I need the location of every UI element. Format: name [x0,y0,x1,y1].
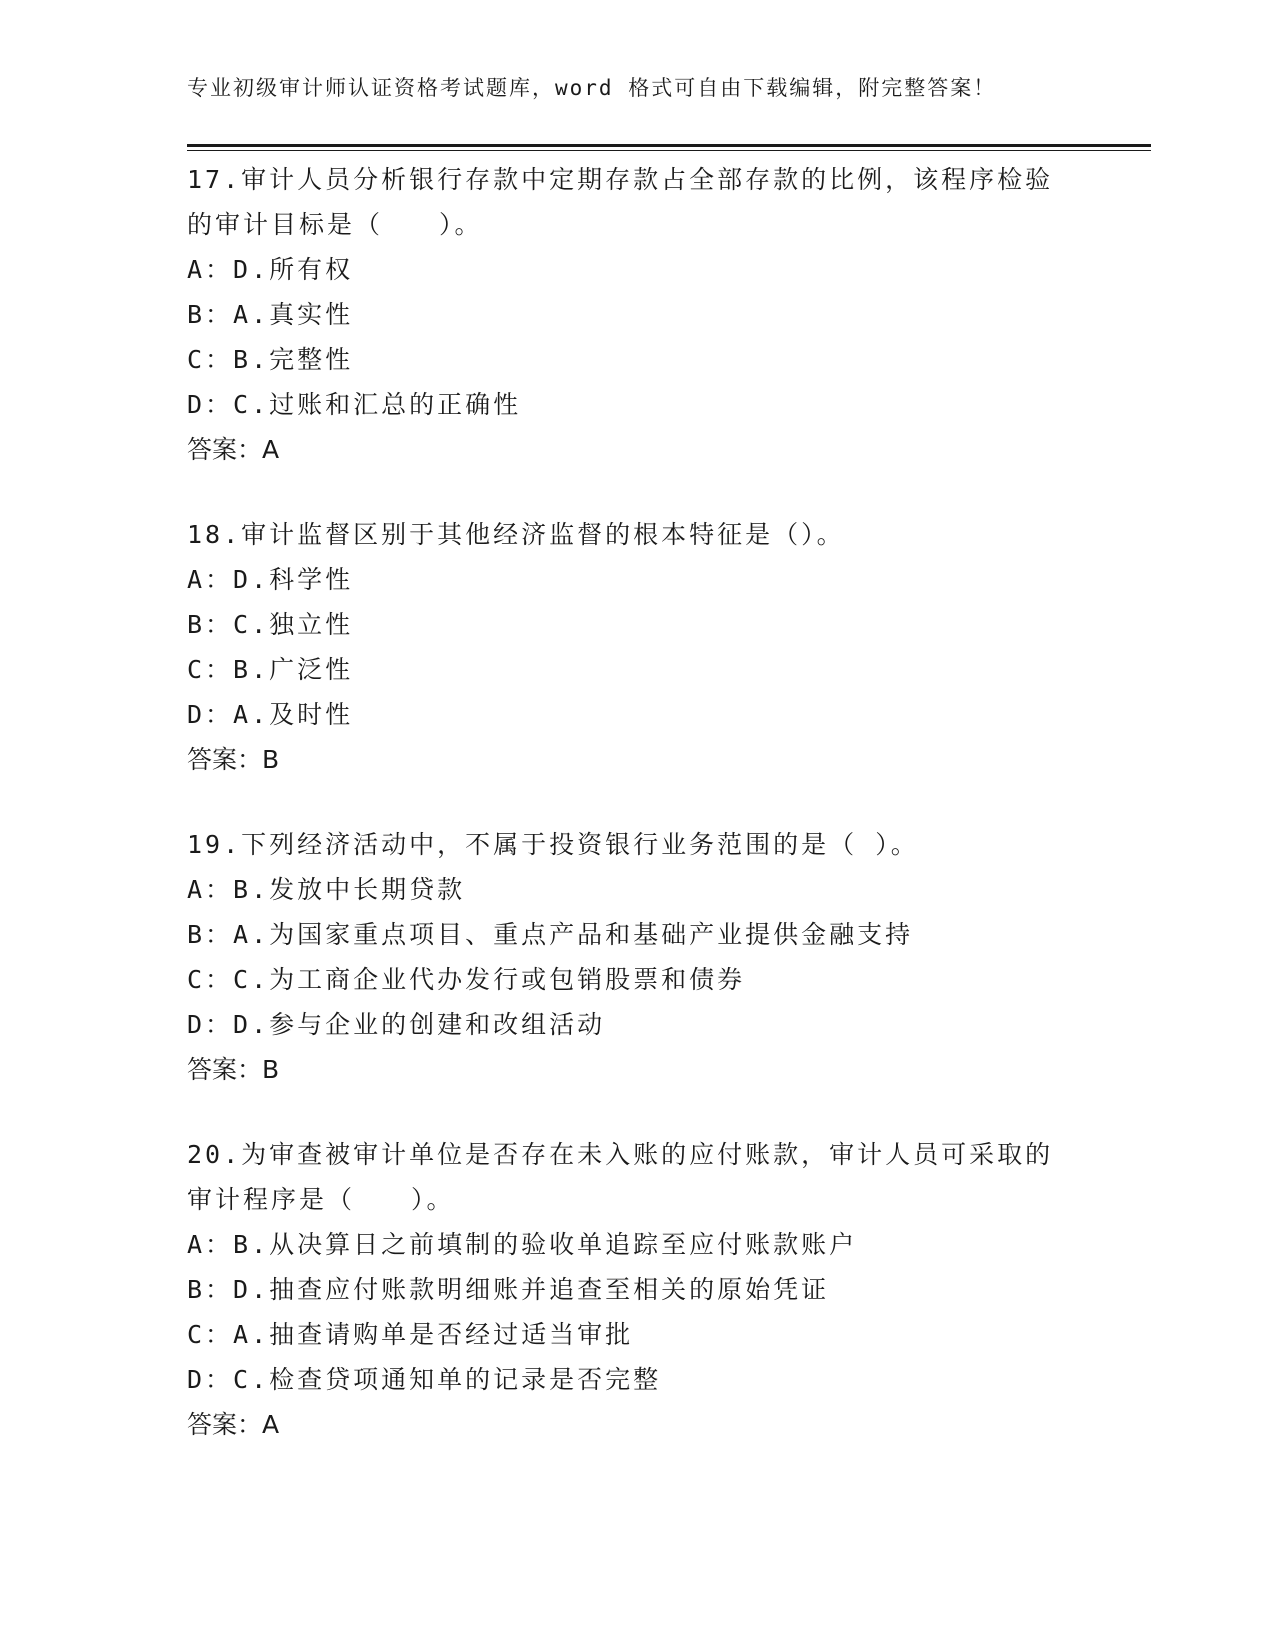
answer: 答案：B [187,745,280,774]
option-b: B：C.独立性 [187,610,354,639]
option-d: D：A.及时性 [187,700,354,729]
option-a: A：D.所有权 [187,255,354,284]
option-d: D：D.参与企业的创建和改组活动 [187,1010,606,1039]
option-a: A：B.从决算日之前填制的验收单追踪至应付账款账户 [187,1230,858,1259]
question-list [187,157,1087,1487]
option-c: C：C.为工商企业代办发行或包销股票和债券 [187,965,746,994]
header-rule-thin [187,150,1151,151]
question-19 [187,822,1087,1092]
question-20 [187,1132,1087,1447]
answer: 答案：A [187,1410,280,1439]
question-text-line: 18.审计监督区别于其他经济监督的根本特征是（）。 [187,520,845,549]
option-a: A：D.科学性 [187,565,354,594]
question-17 [187,157,1087,472]
page-header: 专业初级审计师认证资格考试题库，word 格式可自由下载编辑，附完整答案！ [187,76,997,100]
option-d: D：C.过账和汇总的正确性 [187,390,522,419]
option-b: B：A.真实性 [187,300,354,329]
question-text-line: 19.下列经济活动中，不属于投资银行业务范围的是（ ）。 [187,830,919,859]
option-b: B：D.抽查应付账款明细账并追查至相关的原始凭证 [187,1275,830,1304]
option-a: A：B.发放中长期贷款 [187,875,466,904]
answer: 答案：B [187,1055,280,1084]
option-b: B：A.为国家重点项目、重点产品和基础产业提供金融支持 [187,920,914,949]
question-text-line: 20.为审查被审计单位是否存在未入账的应付账款，审计人员可采取的 [187,1140,1054,1169]
header-rule-thick [187,144,1151,147]
question-text-line: 的审计目标是（ ）。 [187,210,483,239]
option-c: C：B.广泛性 [187,655,354,684]
option-d: D：C.检查贷项通知单的记录是否完整 [187,1365,662,1394]
answer: 答案：A [187,435,280,464]
option-c: C：B.完整性 [187,345,354,374]
question-text-line: 17.审计人员分析银行存款中定期存款占全部存款的比例，该程序检验 [187,165,1054,194]
question-text-line: 审计程序是（ ）。 [187,1185,455,1214]
question-18 [187,512,1087,782]
option-c: C：A.抽查请购单是否经过适当审批 [187,1320,634,1349]
